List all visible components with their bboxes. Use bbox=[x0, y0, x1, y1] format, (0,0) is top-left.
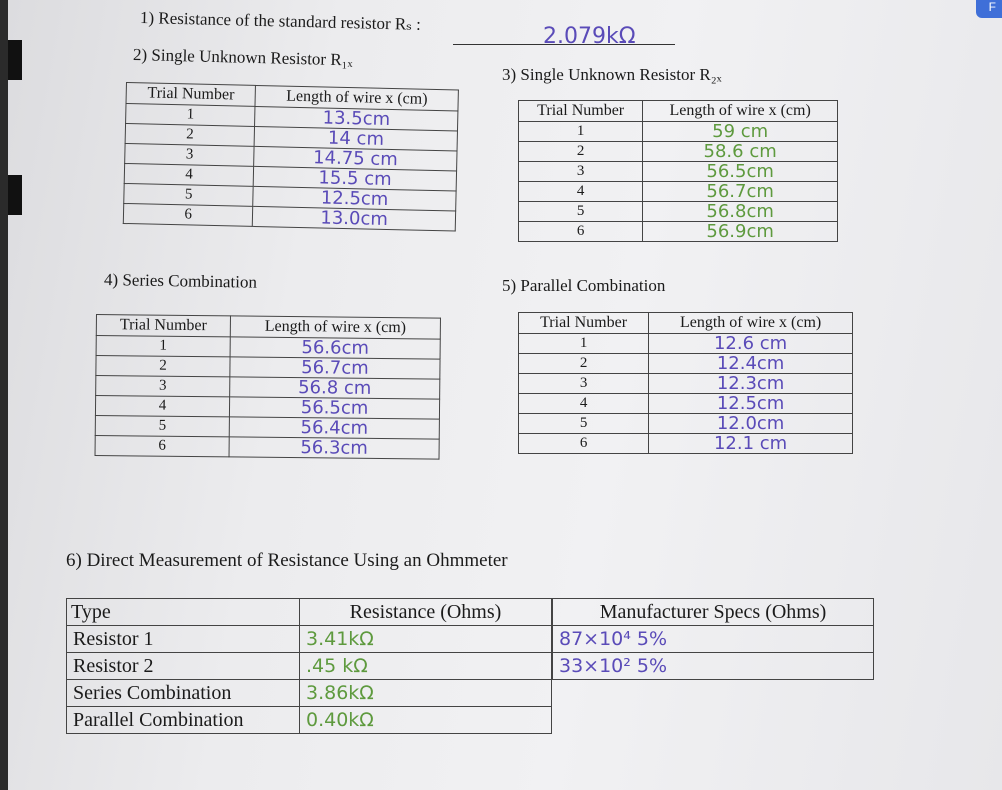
type-cell: Resistor 2 bbox=[67, 653, 300, 680]
handwritten-length: 12.5cm bbox=[716, 392, 785, 414]
trial-number-cell: 4 bbox=[519, 394, 649, 414]
table-row bbox=[553, 653, 874, 680]
table-parallel bbox=[518, 312, 853, 454]
handwritten-length: 12.4cm bbox=[716, 352, 785, 374]
handwritten-spec: 33×10² 5% bbox=[559, 655, 668, 677]
wire-length-cell bbox=[649, 414, 853, 434]
edge-shadow bbox=[8, 175, 22, 215]
handwritten-length: 56.8 cm bbox=[298, 376, 372, 399]
trial-number-cell: 1 bbox=[519, 334, 649, 354]
col-resistance: Resistance (Ohms) bbox=[300, 599, 552, 626]
table-manufacturer-specs bbox=[552, 598, 874, 680]
wire-length-cell bbox=[643, 222, 838, 242]
trial-number-cell: 4 bbox=[519, 182, 643, 202]
section4-title: 4) Series Combination bbox=[103, 270, 258, 292]
col-wire-length: Length of wire x (cm) bbox=[649, 313, 853, 334]
trial-number-cell: 3 bbox=[96, 376, 230, 397]
handwritten-length: 56.7cm bbox=[301, 356, 369, 379]
section3-title: 3) Single Unknown Resistor R₂ₓ bbox=[502, 65, 722, 84]
trial-number-cell: 6 bbox=[95, 435, 229, 456]
handwritten-length: 12.5cm bbox=[320, 186, 389, 210]
handwritten-length: 12.0cm bbox=[716, 412, 785, 434]
handwritten-length: 56.8cm bbox=[706, 200, 774, 222]
handwritten-length: 56.6cm bbox=[301, 336, 370, 359]
handwritten-resistance: .45 kΩ bbox=[306, 655, 368, 677]
trial-number-cell: 6 bbox=[519, 222, 643, 242]
handwritten-length: 14 cm bbox=[327, 127, 385, 150]
trial-number-cell: 2 bbox=[519, 354, 649, 374]
table-row bbox=[519, 222, 838, 242]
col-type: Type bbox=[67, 599, 300, 626]
handwritten-length: 12.6 cm bbox=[713, 332, 788, 354]
table-row bbox=[553, 626, 874, 653]
resistance-cell bbox=[300, 707, 552, 734]
wire-length-cell bbox=[643, 122, 838, 142]
wire-length-cell bbox=[649, 354, 853, 374]
table-series bbox=[95, 314, 441, 460]
handwritten-resistance: 3.41kΩ bbox=[306, 628, 374, 650]
standard-resistance-value: 2.079kΩ bbox=[543, 24, 636, 49]
wire-length-cell bbox=[230, 377, 440, 399]
type-cell: Parallel Combination bbox=[67, 707, 300, 734]
trial-number-cell: 3 bbox=[519, 162, 643, 182]
trial-number-cell: 2 bbox=[519, 142, 643, 162]
trial-number-cell: 1 bbox=[519, 122, 643, 142]
handwritten-length: 59 cm bbox=[712, 120, 769, 142]
col-trial-number: Trial Number bbox=[519, 313, 649, 334]
wire-length-cell bbox=[230, 337, 440, 359]
table-row bbox=[519, 434, 853, 454]
wire-length-cell bbox=[643, 202, 838, 222]
handwritten-length: 13.5cm bbox=[322, 106, 391, 130]
section2-title: 2) Single Unknown Resistor R₁ₓ bbox=[132, 45, 353, 70]
wire-length-cell bbox=[229, 397, 439, 419]
trial-number-cell: 1 bbox=[96, 336, 230, 357]
handwritten-resistance: 0.40kΩ bbox=[306, 709, 374, 731]
table-row bbox=[519, 142, 838, 162]
wire-length-cell bbox=[229, 417, 439, 439]
table-row bbox=[95, 435, 439, 459]
table-row bbox=[519, 354, 853, 374]
trial-number-cell: 2 bbox=[96, 356, 230, 377]
table-row bbox=[519, 334, 853, 354]
trial-number-cell: 6 bbox=[123, 203, 253, 226]
wire-length-cell bbox=[253, 206, 456, 231]
resistance-cell bbox=[300, 626, 552, 653]
col-wire-length: Length of wire x (cm) bbox=[255, 85, 458, 111]
type-cell: Resistor 1 bbox=[67, 626, 300, 653]
wire-length-cell bbox=[643, 142, 838, 162]
handwritten-length: 58.6 cm bbox=[703, 140, 777, 162]
trial-number-cell: 4 bbox=[124, 163, 254, 186]
table-r1x bbox=[123, 82, 459, 232]
handwritten-length: 56.4cm bbox=[300, 416, 369, 439]
wire-length-cell bbox=[229, 437, 439, 459]
table-row bbox=[67, 707, 552, 734]
resistance-cell bbox=[300, 680, 552, 707]
handwritten-spec: 87×10⁴ 5% bbox=[559, 628, 668, 650]
section6-title: 6) Direct Measurement of Resistance Using an Ohmmeter bbox=[66, 550, 508, 571]
trial-number-cell: 5 bbox=[519, 202, 643, 222]
handwritten-length: 56.5cm bbox=[300, 396, 369, 419]
col-trial-number: Trial Number bbox=[96, 315, 230, 337]
wire-length-cell bbox=[643, 182, 838, 202]
section5-title: 5) Parallel Combination bbox=[502, 276, 666, 295]
table-row bbox=[519, 122, 838, 142]
col-trial-number: Trial Number bbox=[519, 101, 643, 122]
table-row bbox=[67, 680, 552, 707]
col-trial-number: Trial Number bbox=[126, 83, 256, 107]
trial-number-cell: 5 bbox=[519, 414, 649, 434]
table-row bbox=[519, 374, 853, 394]
table-row bbox=[519, 162, 838, 182]
section1-label: 1) Resistance of the standard resistor Rₛ : bbox=[139, 8, 422, 34]
handwritten-length: 12.3cm bbox=[716, 372, 785, 394]
wire-length-cell bbox=[649, 334, 853, 354]
table-r2x bbox=[518, 100, 838, 242]
trial-number-cell: 2 bbox=[125, 124, 255, 147]
table-row bbox=[67, 653, 552, 680]
wire-length-cell bbox=[649, 434, 853, 454]
handwritten-length: 56.5cm bbox=[706, 160, 774, 182]
trial-number-cell: 3 bbox=[519, 374, 649, 394]
trial-number-cell: 4 bbox=[95, 396, 229, 417]
trial-number-cell: 6 bbox=[519, 434, 649, 454]
wire-length-cell bbox=[643, 162, 838, 182]
type-cell: Series Combination bbox=[67, 680, 300, 707]
wire-length-cell bbox=[649, 374, 853, 394]
handwritten-length: 12.1 cm bbox=[713, 432, 788, 454]
worksheet-page bbox=[8, 0, 1002, 790]
handwritten-length: 15.5 cm bbox=[318, 166, 392, 190]
trial-number-cell: 5 bbox=[124, 183, 254, 206]
handwritten-length: 56.9cm bbox=[706, 220, 774, 242]
col-wire-length: Length of wire x (cm) bbox=[230, 316, 440, 339]
edge-shadow bbox=[8, 40, 22, 80]
trial-number-cell: 1 bbox=[126, 104, 256, 127]
table-row bbox=[519, 414, 853, 434]
wire-length-cell bbox=[230, 357, 440, 379]
handwritten-resistance: 3.86kΩ bbox=[306, 682, 374, 704]
handwritten-length: 56.7cm bbox=[706, 180, 774, 202]
handwritten-length: 14.75 cm bbox=[312, 146, 399, 170]
table-ohmmeter bbox=[66, 598, 552, 734]
table-row bbox=[67, 626, 552, 653]
table-row bbox=[519, 182, 838, 202]
wire-length-cell bbox=[649, 394, 853, 414]
handwritten-length: 56.3cm bbox=[300, 436, 369, 459]
col-manufacturer-specs: Manufacturer Specs (Ohms) bbox=[553, 599, 874, 626]
manufacturer-spec-cell bbox=[553, 626, 874, 653]
handwritten-length: 13.0cm bbox=[320, 206, 389, 230]
resistance-cell bbox=[300, 653, 552, 680]
table-row bbox=[519, 394, 853, 414]
trial-number-cell: 5 bbox=[95, 415, 229, 436]
trial-number-cell: 3 bbox=[125, 143, 255, 166]
table-row bbox=[519, 202, 838, 222]
corner-tab: F bbox=[976, 0, 1002, 18]
col-wire-length: Length of wire x (cm) bbox=[643, 101, 838, 122]
manufacturer-spec-cell bbox=[553, 653, 874, 680]
